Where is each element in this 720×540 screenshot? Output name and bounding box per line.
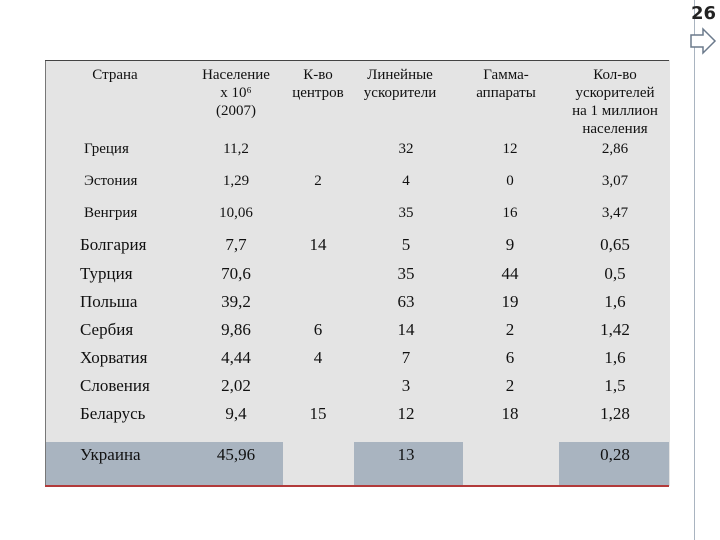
cell-linacs: 12 (397, 404, 415, 423)
cell-country: Хорватия (80, 348, 148, 367)
cell-per-million: 2,86 (601, 141, 629, 157)
cell-linacs: 35 (397, 264, 415, 283)
cell-gamma: 19 (501, 292, 519, 311)
cell-population: 9,4 (225, 404, 247, 423)
cell-population: 1,29 (222, 173, 250, 189)
slide-side-rule (694, 0, 695, 540)
header-population: Население x 10⁶ (2007) (202, 67, 270, 119)
cell-per-million: 0,5 (604, 264, 626, 283)
cell-population: 45,96 (216, 445, 256, 464)
cell-per-million: 1,6 (604, 292, 626, 311)
ukraine-centers-gap (283, 442, 354, 485)
cell-per-million: 1,28 (600, 404, 630, 423)
cell-population: 9,86 (221, 320, 251, 339)
header-per-million: Кол-во ускорителей на 1 миллион населения (572, 67, 658, 137)
cell-per-million: 1,6 (604, 348, 626, 367)
cell-gamma: 0 (506, 173, 514, 189)
cell-per-million: 3,47 (601, 205, 629, 221)
cell-per-million: 0,28 (600, 445, 630, 464)
cell-centers: 2 (314, 173, 322, 189)
page-number: 26 (690, 3, 716, 24)
cell-per-million: 1,42 (600, 320, 630, 339)
cell-population: 70,6 (221, 264, 251, 283)
table-top-border (45, 60, 669, 61)
cell-population: 10,06 (219, 205, 253, 221)
table-bottom-border (45, 485, 669, 487)
cell-linacs: 32 (398, 141, 414, 157)
cell-per-million: 0,65 (600, 235, 630, 254)
cell-country: Греция (84, 141, 129, 157)
cell-centers: 14 (309, 235, 327, 254)
cell-country: Украина (80, 445, 141, 464)
cell-country: Венгрия (84, 205, 138, 221)
cell-gamma: 2 (505, 376, 515, 395)
cell-gamma: 16 (502, 205, 518, 221)
cell-country: Болгария (80, 235, 147, 254)
cell-linacs: 35 (398, 205, 414, 221)
header-centers: К-во центров (292, 67, 344, 101)
cell-country: Эстония (84, 173, 138, 189)
cell-population: 4,44 (221, 348, 251, 367)
cell-linacs: 7 (401, 348, 411, 367)
cell-population: 39,2 (221, 292, 251, 311)
cell-population: 7,7 (225, 235, 247, 254)
cell-gamma: 44 (501, 264, 519, 283)
cell-centers: 4 (313, 348, 323, 367)
cell-linacs: 63 (397, 292, 415, 311)
ukraine-gamma-gap (463, 442, 559, 485)
cell-country: Турция (80, 264, 133, 283)
cell-country: Словения (80, 376, 150, 395)
cell-gamma: 9 (505, 235, 515, 254)
cell-per-million: 1,5 (604, 376, 626, 395)
cell-country: Сербия (80, 320, 134, 339)
cell-centers: 15 (309, 404, 327, 423)
cell-linacs: 4 (402, 173, 410, 189)
cell-linacs: 14 (397, 320, 415, 339)
cell-population: 2,02 (221, 376, 251, 395)
cell-linacs: 13 (397, 445, 415, 464)
cell-population: 11,2 (223, 141, 249, 157)
cell-gamma: 2 (505, 320, 515, 339)
cell-country: Беларусь (80, 404, 146, 423)
cell-per-million: 3,07 (601, 173, 629, 189)
cell-gamma: 18 (501, 404, 519, 423)
cell-gamma: 12 (502, 141, 518, 157)
header-country: Страна (92, 67, 138, 83)
cell-country: Польша (80, 292, 138, 311)
arrow-right-icon[interactable] (688, 26, 718, 56)
cell-centers: 6 (313, 320, 323, 339)
cell-gamma: 6 (505, 348, 515, 367)
header-gamma: Гамма- аппараты (476, 67, 536, 101)
cell-linacs: 5 (401, 235, 411, 254)
header-linacs: Линейные ускорители (363, 67, 437, 101)
cell-linacs: 3 (401, 376, 411, 395)
